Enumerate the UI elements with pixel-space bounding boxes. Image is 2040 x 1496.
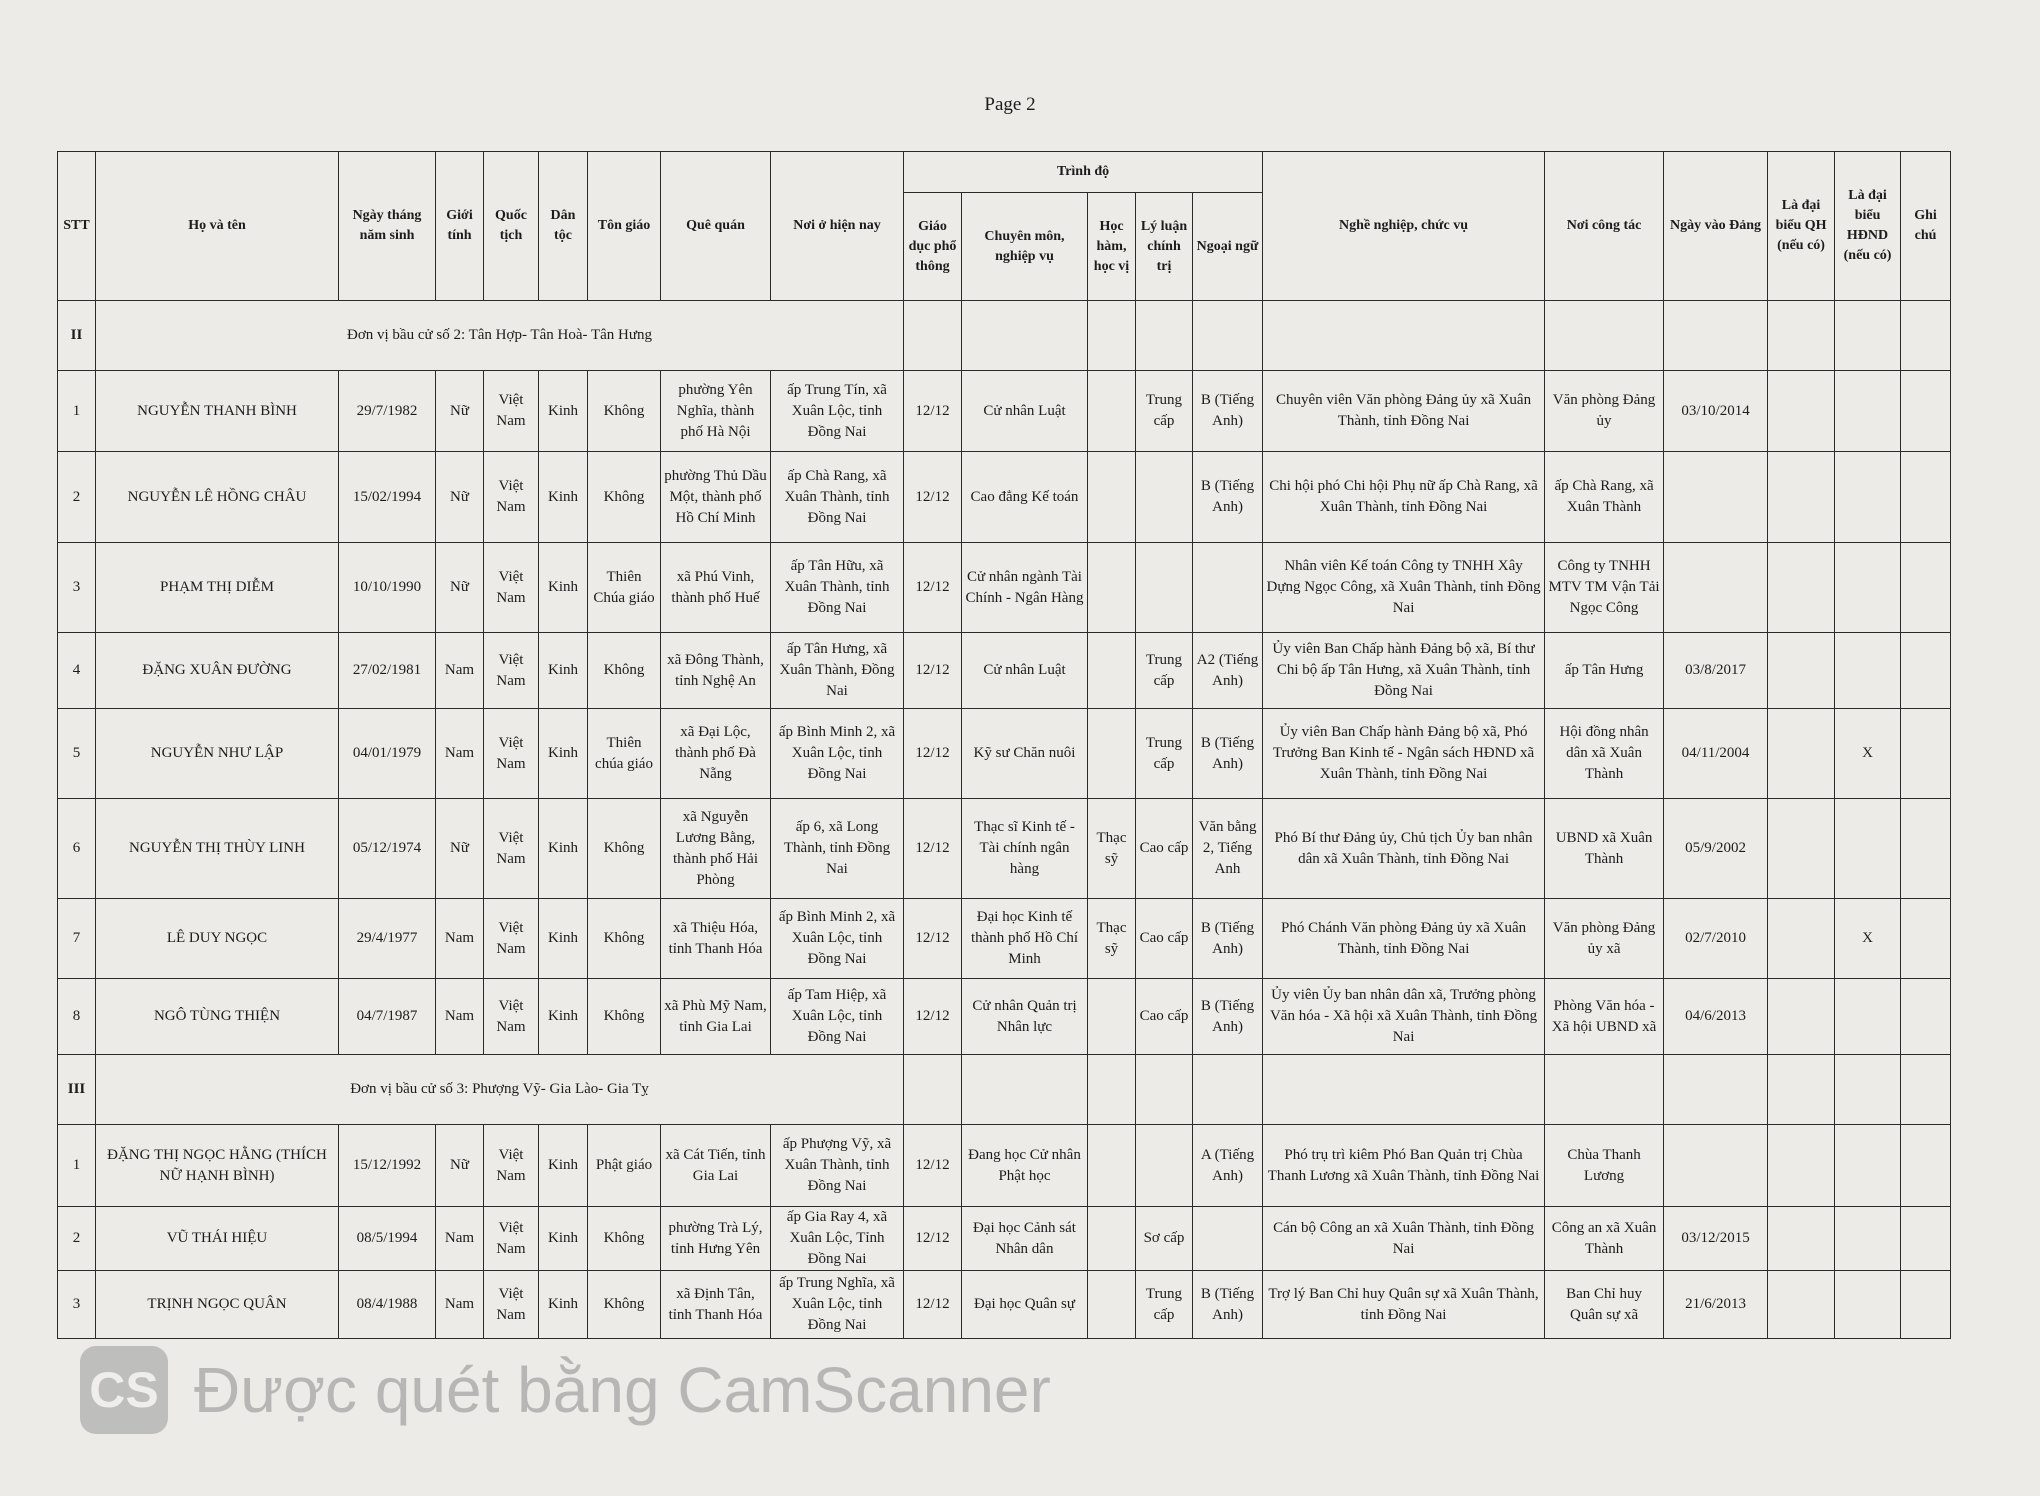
cell-academic — [1088, 543, 1136, 633]
section-title: Đơn vị bầu cử số 2: Tân Hợp- Tân Hoà- Tân Hưng — [96, 301, 904, 371]
cell-academic — [1088, 709, 1136, 799]
section-title: Đơn vị bầu cử số 3: Phượng Vỹ- Gia Lào- Gia Tỵ — [96, 1055, 904, 1125]
cell-edu: 12/12 — [904, 709, 962, 799]
empty-cell — [904, 1055, 962, 1125]
cell-hdnd — [1835, 543, 1901, 633]
cell-party-date — [1664, 452, 1768, 543]
cell-specialty: Cử nhân Luật — [962, 371, 1088, 452]
cell-dob: 08/4/1988 — [339, 1271, 436, 1339]
cell-nationality: Việt Nam — [484, 799, 539, 899]
cell-edu: 12/12 — [904, 452, 962, 543]
cell-ethnicity: Kinh — [539, 979, 588, 1055]
cell-hdnd — [1835, 1125, 1901, 1207]
cell-ethnicity: Kinh — [539, 543, 588, 633]
empty-cell — [1545, 301, 1664, 371]
cell-hometown: xã Thiệu Hóa, tỉnh Thanh Hóa — [661, 899, 771, 979]
cell-occupation: Ủy viên Ban Chấp hành Đảng bộ xã, Phó Trưởng Ban Kinh tế - Ngân sách HĐND xã Xuân Thành, tỉnh Đồng Nai — [1263, 709, 1545, 799]
empty-cell — [1835, 301, 1901, 371]
cell-specialty: Cử nhân ngành Tài Chính - Ngân Hàng — [962, 543, 1088, 633]
empty-cell — [1193, 1055, 1263, 1125]
cell-dob: 29/4/1977 — [339, 899, 436, 979]
cell-occupation: Trợ lý Ban Chỉ huy Quân sự xã Xuân Thành, tỉnh Đồng Nai — [1263, 1271, 1545, 1339]
table-row — [58, 1207, 1951, 1271]
cell-edu: 12/12 — [904, 633, 962, 709]
cell-party-date: 04/6/2013 — [1664, 979, 1768, 1055]
cell-note — [1901, 1271, 1951, 1339]
cell-gender: Nữ — [436, 452, 484, 543]
cell-stt: 3 — [58, 1271, 96, 1339]
cell-religion: Không — [588, 371, 661, 452]
cell-name: NGUYỄN THỊ THÙY LINH — [96, 799, 339, 899]
cell-residence: ấp Tam Hiệp, xã Xuân Lộc, tỉnh Đồng Nai — [771, 979, 904, 1055]
cell-religion: Không — [588, 979, 661, 1055]
empty-cell — [1136, 301, 1193, 371]
table-row — [58, 709, 1951, 799]
cell-stt: 2 — [58, 452, 96, 543]
cell-hometown: xã Phù Mỹ Nam, tỉnh Gia Lai — [661, 979, 771, 1055]
cell-party-date: 05/9/2002 — [1664, 799, 1768, 899]
cell-political — [1136, 543, 1193, 633]
cell-political: Cao cấp — [1136, 899, 1193, 979]
col-language: Ngoại ngữ — [1193, 193, 1263, 301]
cell-specialty: Thạc sĩ Kinh tế - Tài chính ngân hàng — [962, 799, 1088, 899]
cell-political: Sơ cấp — [1136, 1207, 1193, 1271]
cell-specialty: Cử nhân Luật — [962, 633, 1088, 709]
empty-cell — [1664, 301, 1768, 371]
watermark-text: Được quét bằng CamScanner — [194, 1354, 1051, 1426]
section-number: II — [58, 301, 96, 371]
cell-academic: Thạc sỹ — [1088, 799, 1136, 899]
cell-workplace: Công an xã Xuân Thành — [1545, 1207, 1664, 1271]
cell-name: NGUYỄN NHƯ LẬP — [96, 709, 339, 799]
cell-language: B (Tiếng Anh) — [1193, 899, 1263, 979]
cell-name: NGUYỄN LÊ HỒNG CHÂU — [96, 452, 339, 543]
table-row — [58, 633, 1951, 709]
col-note: Ghi chú — [1901, 152, 1951, 301]
cell-hometown: xã Nguyễn Lương Bằng, thành phố Hải Phòng — [661, 799, 771, 899]
col-hdnd: Là đại biểu HĐND (nếu có) — [1835, 152, 1901, 301]
cell-stt: 1 — [58, 1125, 96, 1207]
empty-cell — [1901, 301, 1951, 371]
empty-cell — [1193, 301, 1263, 371]
cell-nationality: Việt Nam — [484, 709, 539, 799]
cell-dob: 27/02/1981 — [339, 633, 436, 709]
cell-gender: Nam — [436, 979, 484, 1055]
col-dob: Ngày tháng năm sinh — [339, 152, 436, 301]
cell-party-date: 03/10/2014 — [1664, 371, 1768, 452]
cell-qh — [1768, 799, 1835, 899]
cell-party-date: 03/12/2015 — [1664, 1207, 1768, 1271]
cell-academic — [1088, 633, 1136, 709]
empty-cell — [1136, 1055, 1193, 1125]
cell-gender: Nữ — [436, 1125, 484, 1207]
cell-specialty: Cử nhân Quản trị Nhân lực — [962, 979, 1088, 1055]
cell-religion: Phật giáo — [588, 1125, 661, 1207]
cell-dob: 29/7/1982 — [339, 371, 436, 452]
cell-workplace: Công ty TNHH MTV TM Vận Tải Ngọc Công — [1545, 543, 1664, 633]
cell-religion: Thiên chúa giáo — [588, 709, 661, 799]
cell-political: Cao cấp — [1136, 979, 1193, 1055]
cell-residence: ấp 6, xã Long Thành, tỉnh Đồng Nai — [771, 799, 904, 899]
cell-name: ĐẶNG THỊ NGỌC HẰNG (THÍCH NỮ HẠNH BÌNH) — [96, 1125, 339, 1207]
cell-stt: 4 — [58, 633, 96, 709]
header-row-top — [58, 152, 1951, 193]
cell-qh — [1768, 371, 1835, 452]
cell-workplace: UBND xã Xuân Thành — [1545, 799, 1664, 899]
cell-dob: 10/10/1990 — [339, 543, 436, 633]
cell-political: Cao cấp — [1136, 799, 1193, 899]
cell-political — [1136, 452, 1193, 543]
cell-occupation: Cán bộ Công an xã Xuân Thành, tỉnh Đồng Nai — [1263, 1207, 1545, 1271]
col-political: Lý luận chính trị — [1136, 193, 1193, 301]
cell-nationality: Việt Nam — [484, 899, 539, 979]
cell-edu: 12/12 — [904, 1125, 962, 1207]
cell-ethnicity: Kinh — [539, 1125, 588, 1207]
cell-hdnd — [1835, 371, 1901, 452]
section-row — [58, 301, 1951, 371]
cell-workplace: Ban Chỉ huy Quân sự xã — [1545, 1271, 1664, 1339]
col-ethnicity: Dân tộc — [539, 152, 588, 301]
cell-hometown: xã Cát Tiến, tỉnh Gia Lai — [661, 1125, 771, 1207]
cell-note — [1901, 452, 1951, 543]
col-academic: Học hàm, học vị — [1088, 193, 1136, 301]
cell-language — [1193, 543, 1263, 633]
table-row — [58, 899, 1951, 979]
col-hometown: Quê quán — [661, 152, 771, 301]
cell-qh — [1768, 1125, 1835, 1207]
cell-hometown: phường Yên Nghĩa, thành phố Hà Nội — [661, 371, 771, 452]
cell-hdnd — [1835, 799, 1901, 899]
cell-gender: Nam — [436, 709, 484, 799]
cell-language: B (Tiếng Anh) — [1193, 709, 1263, 799]
cell-hometown: xã Phú Vinh, thành phố Huế — [661, 543, 771, 633]
empty-cell — [1664, 1055, 1768, 1125]
cell-edu: 12/12 — [904, 1207, 962, 1271]
cell-residence: ấp Phượng Vỹ, xã Xuân Thành, tỉnh Đồng Nai — [771, 1125, 904, 1207]
cell-dob: 08/5/1994 — [339, 1207, 436, 1271]
cell-edu: 12/12 — [904, 979, 962, 1055]
cell-hometown: xã Đại Lộc, thành phố Đà Nẵng — [661, 709, 771, 799]
col-education-group: Trình độ — [904, 152, 1263, 193]
cell-specialty: Cao đẳng Kế toán — [962, 452, 1088, 543]
col-stt: STT — [58, 152, 96, 301]
empty-cell — [1901, 1055, 1951, 1125]
cell-nationality: Việt Nam — [484, 1125, 539, 1207]
cell-nationality: Việt Nam — [484, 633, 539, 709]
cell-political: Trung cấp — [1136, 1271, 1193, 1339]
cell-hometown: phường Trà Lý, tỉnh Hưng Yên — [661, 1207, 771, 1271]
cell-dob: 05/12/1974 — [339, 799, 436, 899]
empty-cell — [1835, 1055, 1901, 1125]
cell-qh — [1768, 633, 1835, 709]
col-name: Họ và tên — [96, 152, 339, 301]
cell-religion: Không — [588, 1271, 661, 1339]
cell-ethnicity: Kinh — [539, 709, 588, 799]
col-general-edu: Giáo dục phổ thông — [904, 193, 962, 301]
cell-name: PHẠM THỊ DIỄM — [96, 543, 339, 633]
cell-nationality: Việt Nam — [484, 371, 539, 452]
table-row — [58, 371, 1951, 452]
cell-specialty: Kỹ sư Chăn nuôi — [962, 709, 1088, 799]
cell-workplace: ấp Tân Hưng — [1545, 633, 1664, 709]
empty-cell — [1088, 301, 1136, 371]
cell-note — [1901, 1125, 1951, 1207]
cell-workplace: Văn phòng Đảng ủy — [1545, 371, 1664, 452]
cell-nationality: Việt Nam — [484, 543, 539, 633]
cell-name: NGUYỄN THANH BÌNH — [96, 371, 339, 452]
cell-edu: 12/12 — [904, 899, 962, 979]
page-label: Page 2 — [984, 94, 1036, 115]
camscanner-logo-icon: CS — [80, 1346, 168, 1434]
cell-occupation: Phó Bí thư Đảng ủy, Chủ tịch Ủy ban nhân dân xã Xuân Thành, tỉnh Đồng Nai — [1263, 799, 1545, 899]
cell-ethnicity: Kinh — [539, 452, 588, 543]
cell-qh — [1768, 899, 1835, 979]
cell-stt: 3 — [58, 543, 96, 633]
cell-ethnicity: Kinh — [539, 371, 588, 452]
table-row — [58, 543, 1951, 633]
camscanner-watermark — [80, 1340, 1180, 1440]
empty-cell — [1263, 1055, 1545, 1125]
cell-residence: ấp Bình Minh 2, xã Xuân Lộc, tỉnh Đồng Nai — [771, 899, 904, 979]
cell-qh — [1768, 452, 1835, 543]
cell-hometown: xã Định Tân, tỉnh Thanh Hóa — [661, 1271, 771, 1339]
cell-residence: ấp Tân Hưng, xã Xuân Thành, Đồng Nai — [771, 633, 904, 709]
cell-language: A2 (Tiếng Anh) — [1193, 633, 1263, 709]
cell-political: Trung cấp — [1136, 371, 1193, 452]
cell-residence: ấp Tân Hữu, xã Xuân Thành, tỉnh Đồng Nai — [771, 543, 904, 633]
cell-edu: 12/12 — [904, 1271, 962, 1339]
cell-language — [1193, 1207, 1263, 1271]
cell-name: TRỊNH NGỌC QUÂN — [96, 1271, 339, 1339]
col-nationality: Quốc tịch — [484, 152, 539, 301]
cell-occupation: Chuyên viên Văn phòng Đảng ủy xã Xuân Thành, tỉnh Đồng Nai — [1263, 371, 1545, 452]
cell-ethnicity: Kinh — [539, 1207, 588, 1271]
cell-note — [1901, 543, 1951, 633]
cell-stt: 6 — [58, 799, 96, 899]
empty-cell — [1088, 1055, 1136, 1125]
candidate-table — [57, 151, 1951, 1339]
cell-dob: 15/02/1994 — [339, 452, 436, 543]
cell-name: VŨ THÁI HIỆU — [96, 1207, 339, 1271]
cell-workplace: Hội đồng nhân dân xã Xuân Thành — [1545, 709, 1664, 799]
cell-stt: 2 — [58, 1207, 96, 1271]
cell-edu: 12/12 — [904, 543, 962, 633]
cell-note — [1901, 1207, 1951, 1271]
cell-political: Trung cấp — [1136, 633, 1193, 709]
cell-religion: Không — [588, 1207, 661, 1271]
cell-hdnd: X — [1835, 899, 1901, 979]
cell-occupation: Phó trụ trì kiêm Phó Ban Quản trị Chùa Thanh Lương xã Xuân Thành, tỉnh Đồng Nai — [1263, 1125, 1545, 1207]
cell-note — [1901, 371, 1951, 452]
cell-workplace: ấp Chà Rang, xã Xuân Thành — [1545, 452, 1664, 543]
cell-hdnd — [1835, 979, 1901, 1055]
section-row — [58, 1055, 1951, 1125]
cell-qh — [1768, 1271, 1835, 1339]
cell-stt: 8 — [58, 979, 96, 1055]
cell-academic — [1088, 1207, 1136, 1271]
col-specialty: Chuyên môn, nghiệp vụ — [962, 193, 1088, 301]
cell-residence: ấp Trung Tín, xã Xuân Lộc, tỉnh Đồng Nai — [771, 371, 904, 452]
cell-political — [1136, 1125, 1193, 1207]
table-row — [58, 452, 1951, 543]
cell-language: B (Tiếng Anh) — [1193, 452, 1263, 543]
cell-gender: Nữ — [436, 543, 484, 633]
cell-gender: Nam — [436, 633, 484, 709]
cell-occupation: Phó Chánh Văn phòng Đảng ủy xã Xuân Thành, tỉnh Đồng Nai — [1263, 899, 1545, 979]
cell-residence: ấp Chà Rang, xã Xuân Thành, tỉnh Đồng Nai — [771, 452, 904, 543]
cell-gender: Nữ — [436, 371, 484, 452]
cell-language: B (Tiếng Anh) — [1193, 1271, 1263, 1339]
cell-hdnd — [1835, 1271, 1901, 1339]
cell-dob: 15/12/1992 — [339, 1125, 436, 1207]
cell-workplace: Văn phòng Đảng ủy xã — [1545, 899, 1664, 979]
cell-note — [1901, 799, 1951, 899]
empty-cell — [962, 301, 1088, 371]
empty-cell — [1263, 301, 1545, 371]
cell-hometown: xã Đông Thành, tỉnh Nghệ An — [661, 633, 771, 709]
cell-edu: 12/12 — [904, 799, 962, 899]
cell-stt: 1 — [58, 371, 96, 452]
table-row — [58, 979, 1951, 1055]
cell-nationality: Việt Nam — [484, 1207, 539, 1271]
cell-gender: Nam — [436, 1271, 484, 1339]
cell-specialty: Đại học Cảnh sát Nhân dân — [962, 1207, 1088, 1271]
cell-occupation: Ủy viên Ủy ban nhân dân xã, Trưởng phòng Văn hóa - Xã hội xã Xuân Thành, tỉnh Đồng Nai — [1263, 979, 1545, 1055]
cell-note — [1901, 899, 1951, 979]
cell-qh — [1768, 1207, 1835, 1271]
empty-cell — [962, 1055, 1088, 1125]
cell-name: LÊ DUY NGỌC — [96, 899, 339, 979]
cell-note — [1901, 979, 1951, 1055]
cell-stt: 7 — [58, 899, 96, 979]
cell-ethnicity: Kinh — [539, 899, 588, 979]
cell-party-date: 02/7/2010 — [1664, 899, 1768, 979]
cell-nationality: Việt Nam — [484, 452, 539, 543]
cell-hdnd — [1835, 633, 1901, 709]
cell-qh — [1768, 709, 1835, 799]
cell-occupation: Chi hội phó Chi hội Phụ nữ ấp Chà Rang, xã Xuân Thành, tỉnh Đồng Nai — [1263, 452, 1545, 543]
cell-hdnd: X — [1835, 709, 1901, 799]
cell-party-date — [1664, 1125, 1768, 1207]
cell-dob: 04/7/1987 — [339, 979, 436, 1055]
cell-gender: Nam — [436, 1207, 484, 1271]
col-residence: Nơi ở hiện nay — [771, 152, 904, 301]
cell-academic — [1088, 1125, 1136, 1207]
col-occupation: Nghề nghiệp, chức vụ — [1263, 152, 1545, 301]
cell-specialty: Đại học Quân sự — [962, 1271, 1088, 1339]
cell-ethnicity: Kinh — [539, 1271, 588, 1339]
cell-residence: ấp Gia Ray 4, xã Xuân Lộc, Tỉnh Đồng Nai — [771, 1207, 904, 1271]
cell-occupation: Nhân viên Kế toán Công ty TNHH Xây Dựng Ngọc Công, xã Xuân Thành, tỉnh Đồng Nai — [1263, 543, 1545, 633]
cell-gender: Nam — [436, 899, 484, 979]
cell-hometown: phường Thủ Dầu Một, thành phố Hồ Chí Minh — [661, 452, 771, 543]
cell-academic: Thạc sỹ — [1088, 899, 1136, 979]
cell-nationality: Việt Nam — [484, 1271, 539, 1339]
section-number: III — [58, 1055, 96, 1125]
table-row — [58, 1125, 1951, 1207]
cell-hdnd — [1835, 1207, 1901, 1271]
cell-language: B (Tiếng Anh) — [1193, 371, 1263, 452]
cell-residence: ấp Bình Minh 2, xã Xuân Lộc, tỉnh Đồng Nai — [771, 709, 904, 799]
cell-name: NGÔ TÙNG THIỆN — [96, 979, 339, 1055]
cell-academic — [1088, 1271, 1136, 1339]
cell-note — [1901, 633, 1951, 709]
cell-party-date: 04/11/2004 — [1664, 709, 1768, 799]
cell-hdnd — [1835, 452, 1901, 543]
cell-workplace: Chùa Thanh Lương — [1545, 1125, 1664, 1207]
cell-language: A (Tiếng Anh) — [1193, 1125, 1263, 1207]
cell-religion: Không — [588, 452, 661, 543]
table-row — [58, 1271, 1951, 1339]
cell-qh — [1768, 979, 1835, 1055]
cell-ethnicity: Kinh — [539, 633, 588, 709]
cell-party-date: 21/6/2013 — [1664, 1271, 1768, 1339]
cell-academic — [1088, 979, 1136, 1055]
cell-religion: Thiên Chúa giáo — [588, 543, 661, 633]
cell-academic — [1088, 452, 1136, 543]
cell-stt: 5 — [58, 709, 96, 799]
col-gender: Giới tính — [436, 152, 484, 301]
cell-occupation: Ủy viên Ban Chấp hành Đảng bộ xã, Bí thư Chi bộ ấp Tân Hưng, xã Xuân Thành, tỉnh Đồng Nai — [1263, 633, 1545, 709]
cell-academic — [1088, 371, 1136, 452]
empty-cell — [1768, 301, 1835, 371]
col-workplace: Nơi công tác — [1545, 152, 1664, 301]
cell-language: B (Tiếng Anh) — [1193, 979, 1263, 1055]
cell-edu: 12/12 — [904, 371, 962, 452]
cell-language: Văn bằng 2, Tiếng Anh — [1193, 799, 1263, 899]
cell-political: Trung cấp — [1136, 709, 1193, 799]
cell-note — [1901, 709, 1951, 799]
cell-qh — [1768, 543, 1835, 633]
cell-dob: 04/01/1979 — [339, 709, 436, 799]
cell-specialty: Đang học Cử nhân Phật học — [962, 1125, 1088, 1207]
table-row — [58, 799, 1951, 899]
cell-gender: Nữ — [436, 799, 484, 899]
cell-religion: Không — [588, 899, 661, 979]
cell-residence: ấp Trung Nghĩa, xã Xuân Lộc, tỉnh Đồng Nai — [771, 1271, 904, 1339]
cell-religion: Không — [588, 633, 661, 709]
empty-cell — [904, 301, 962, 371]
cell-party-date: 03/8/2017 — [1664, 633, 1768, 709]
col-religion: Tôn giáo — [588, 152, 661, 301]
col-party-date: Ngày vào Đảng — [1664, 152, 1768, 301]
cell-ethnicity: Kinh — [539, 799, 588, 899]
cell-workplace: Phòng Văn hóa - Xã hội UBND xã — [1545, 979, 1664, 1055]
cell-religion: Không — [588, 799, 661, 899]
empty-cell — [1545, 1055, 1664, 1125]
cell-name: ĐẶNG XUÂN ĐƯỜNG — [96, 633, 339, 709]
cell-nationality: Việt Nam — [484, 979, 539, 1055]
empty-cell — [1768, 1055, 1835, 1125]
col-qh: Là đại biểu QH (nếu có) — [1768, 152, 1835, 301]
cell-specialty: Đại học Kinh tế thành phố Hồ Chí Minh — [962, 899, 1088, 979]
cell-party-date — [1664, 543, 1768, 633]
